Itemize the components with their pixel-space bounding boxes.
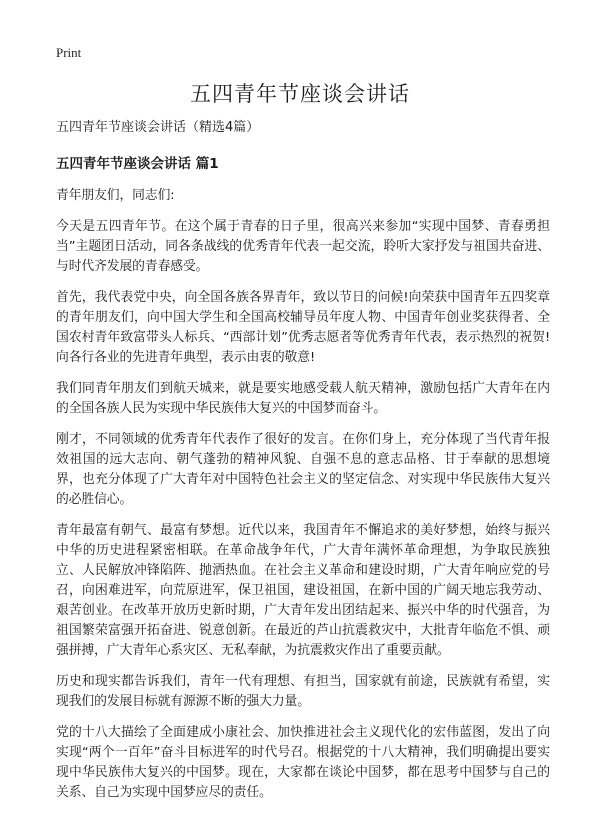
paragraph: 青年最富有朝气、最富有梦想。近代以来，我国青年不懈追求的美好梦想，始终与振兴中华的历史进程紧密相联。在革命战争年代，广大青年满怀革命理想，为争取民族独立、人民解放冲锋陷阵、抛洒热血。在社会主义革命和建设时期，广大青年响应党的号召，向困难进军，向荒原进军，保卫祖国，建设祖国，在新中国的广阔天地忘我劳动、艰苦创业。在改革开放历史新时期，广大青年发出团结起来、振兴中华的时代强音，为祖国繁荣富强开拓奋进、锐意创新。在最近的芦山抗震救灾中，大批青年临危不惧、顽强拼搏，广大青年心系灾区、无私奉献，为抗震救灾作出了重要贡献。	[56, 523, 550, 658]
paragraph-greeting: 青年朋友们，同志们:	[56, 188, 175, 203]
paragraph: 党的十八大描绘了全面建成小康社会、加快推进社会主义现代化的宏伟蓝图，发出了向实现“两个一百年”奋斗目标进军的时代号召。根据党的十八大精神，我们明确提出要实现中华民族伟大复兴的中国梦。现在，大家都在谈论中国梦，都在思考中国梦与自己的关系、自己为实现中国梦应尽的责任。	[56, 725, 550, 800]
paragraph: 刚才，不同领域的优秀青年代表作了很好的发言。在你们身上，充分体现了当代青年报效祖国的远大志向、朝气蓬勃的精神风貌、自强不息的意志品格、甘于奉献的思想境界，也充分体现了广大青年对中国特色社会主义的坚定信念、对实现中华民族伟大复兴的必胜信心。	[56, 432, 550, 507]
page-title: 五四青年节座谈会讲话	[190, 82, 410, 106]
paragraph: 首先，我代表党中央，向全国各族各界青年，致以节日的问候!向荣获中国青年五四奖章的青年朋友们，向中国大学生和全国高校辅导员年度人物、中国青年创业奖获得者、全国农村青年致富带头人标兵、“西部计划”优秀志愿者等优秀青年代表，表示热烈的祝贺!向各行各业的先进青年典型，表示由衷的敬意!	[56, 290, 550, 365]
print-link[interactable]: Print	[56, 45, 82, 60]
section-heading: 五四青年节座谈会讲话 篇1	[56, 156, 219, 172]
paragraph: 今天是五四青年节。在这个属于青春的日子里，很高兴来参加“实现中国梦、青春勇担当”主题团日活动，同各条战线的优秀青年代表一起交流，聆听大家抒发与祖国共奋进、与时代齐发展的青春感受。	[56, 219, 550, 274]
paragraph: 我们同青年朋友们到航天城来，就是要实地感受载人航天精神，激励包括广大青年在内的全国各族人民为实现中华民族伟大复兴的中国梦而奋斗。	[56, 381, 550, 416]
document-body	[56, 118, 550, 814]
paragraph: 历史和现实都告诉我们，青年一代有理想、有担当，国家就有前途，民族就有希望，实现我们的发展目标就有源源不断的强大力量。	[56, 674, 550, 709]
document-subtitle: 五四青年节座谈会讲话（精选4篇）	[56, 120, 260, 135]
